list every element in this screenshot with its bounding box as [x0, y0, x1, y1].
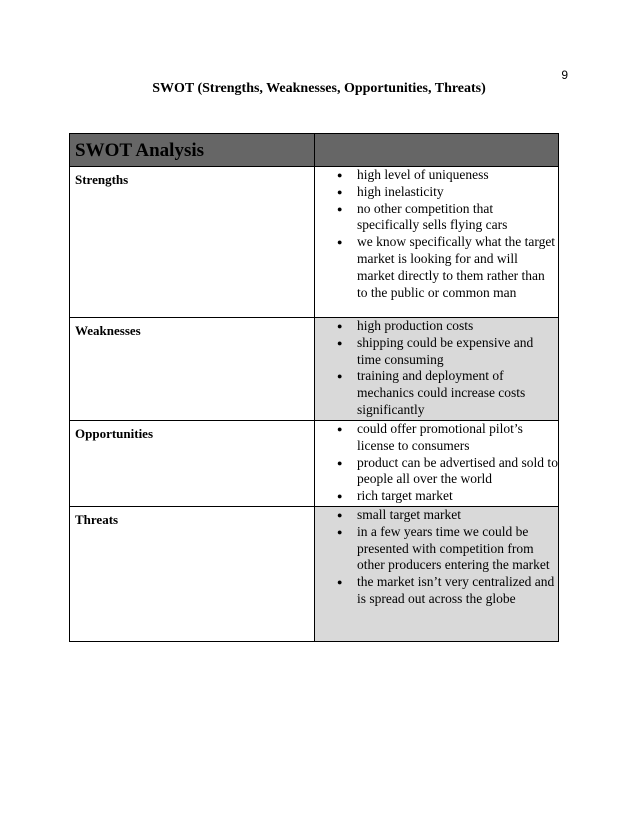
- list-item: ● high inelasticity: [315, 184, 558, 201]
- category-label-strengths: Strengths: [75, 172, 129, 187]
- list-item: ● the market isn’t very centralized and is spread out across the globe: [315, 574, 558, 608]
- header-cell-empty: [315, 134, 559, 167]
- category-cell: [70, 318, 315, 421]
- list-item: ● in a few years time we could be presented with competition from other producers entering the market: [315, 524, 558, 574]
- page-number: 9: [561, 68, 568, 82]
- swot-table: [69, 133, 559, 642]
- list-item: ● training and deployment of mechanics could increase costs significantly: [315, 368, 558, 418]
- list-item: ● rich target market: [315, 488, 558, 505]
- items-cell: [315, 318, 559, 421]
- table-header-title: SWOT Analysis: [75, 140, 205, 161]
- table-row-opportunities: [70, 421, 559, 507]
- list-item: ● high level of uniqueness: [315, 167, 558, 184]
- category-cell: [70, 421, 315, 507]
- document-title: SWOT (Strengths, Weaknesses, Opportunities, Threats): [152, 81, 486, 96]
- items-cell: [315, 167, 559, 318]
- table-row-weaknesses: [70, 318, 559, 421]
- table-row-strengths: [70, 167, 559, 318]
- strengths-list: [315, 167, 558, 301]
- list-item: ● we know specifically what the target market is looking for and will market directly to them rather than to the public or common man: [315, 234, 558, 301]
- header-cell-title: [70, 134, 315, 167]
- list-item: ● could offer promotional pilot’s license to consumers: [315, 421, 558, 455]
- list-item: ● product can be advertised and sold to people all over the world: [315, 455, 558, 489]
- category-cell: [70, 167, 315, 318]
- threats-list: [315, 507, 558, 608]
- table-header-row: [70, 134, 559, 167]
- list-item: ● shipping could be expensive and time consuming: [315, 335, 558, 369]
- category-label-threats: Threats: [75, 512, 119, 527]
- opportunities-list: [315, 421, 558, 505]
- items-cell: [315, 421, 559, 507]
- category-label-opportunities: Opportunities: [75, 426, 154, 441]
- table-row-threats: [70, 507, 559, 642]
- list-item: ● high production costs: [315, 318, 558, 335]
- list-item: ● small target market: [315, 507, 558, 524]
- items-cell: [315, 507, 559, 642]
- list-item: ● no other competition that specifically sells flying cars: [315, 201, 558, 235]
- category-label-weaknesses: Weaknesses: [75, 323, 141, 338]
- weaknesses-list: [315, 318, 558, 419]
- category-cell: [70, 507, 315, 642]
